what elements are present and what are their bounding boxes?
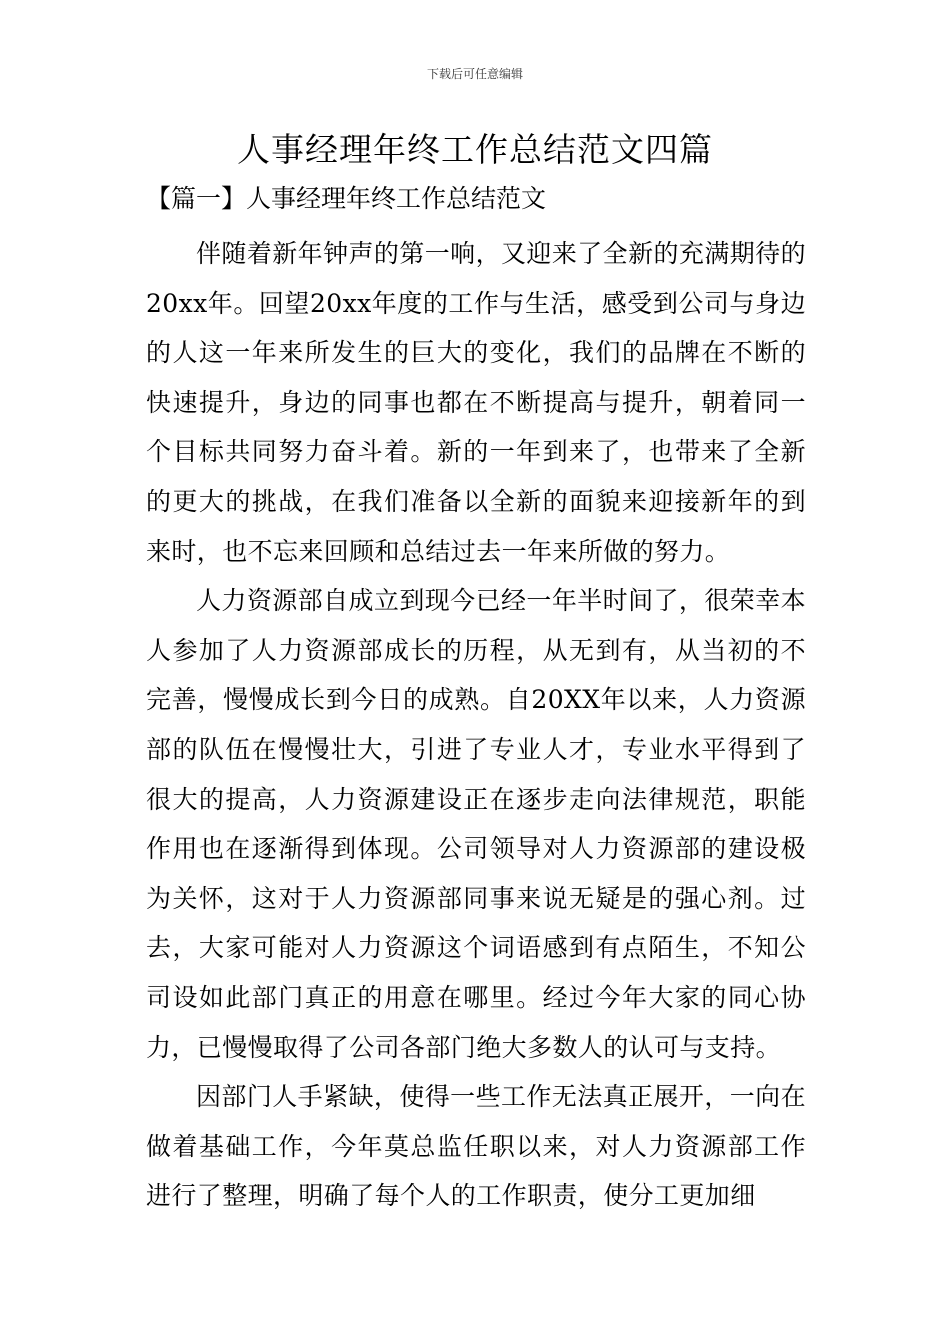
- document-body: [146, 229, 806, 1221]
- document-title: 人事经理年终工作总结范文四篇: [237, 130, 713, 169]
- body-paragraph: 伴随着新年钟声的第一响，又迎来了全新的充满期待的20xx年。回望20xx年度的工作与生活，感受到公司与身边的人这一年来所发生的巨大的变化，我们的品牌在不断的快速提升，身边的同事也都在不断提高与提升，朝着同一个目标共同努力奋斗着。新的一年到来了，也带来了全新的更大的挑战，在我们准备以全新的面貌来迎接新年的到来时，也不忘来回顾和总结过去一年来所做的努力。: [146, 239, 806, 566]
- body-paragraph: 人力资源部自成立到现今已经一年半时间了，很荣幸本人参加了人力资源部成长的历程，从无到有，从当初的不完善，慢慢成长到今日的成熟。自20XX年以来，人力资源部的队伍在慢慢壮大，引进了专业人才，专业水平得到了很大的提高，人力资源建设正在逐步走向法律规范，职能作用也在逐渐得到体现。公司领导对人力资源部的建设极为关怀，这对于人力资源部同事来说无疑是的强心剂。过去，大家可能对人力资源这个词语感到有点陌生，不知公司设如此部门真正的用意在哪里。经过今年大家的同心协力，已慢慢取得了公司各部门绝大多数人的认可与支持。: [146, 586, 806, 1062]
- body-paragraph: 因部门人手紧缺，使得一些工作无法真正展开，一向在做着基础工作，今年莫总监任职以来，对人力资源部工作进行了整理，明确了每个人的工作职责，使分工更加细: [146, 1082, 806, 1211]
- section-heading: 【篇一】人事经理年终工作总结范文: [146, 184, 547, 213]
- page-header-note: 下载后可任意编辑: [426, 67, 523, 81]
